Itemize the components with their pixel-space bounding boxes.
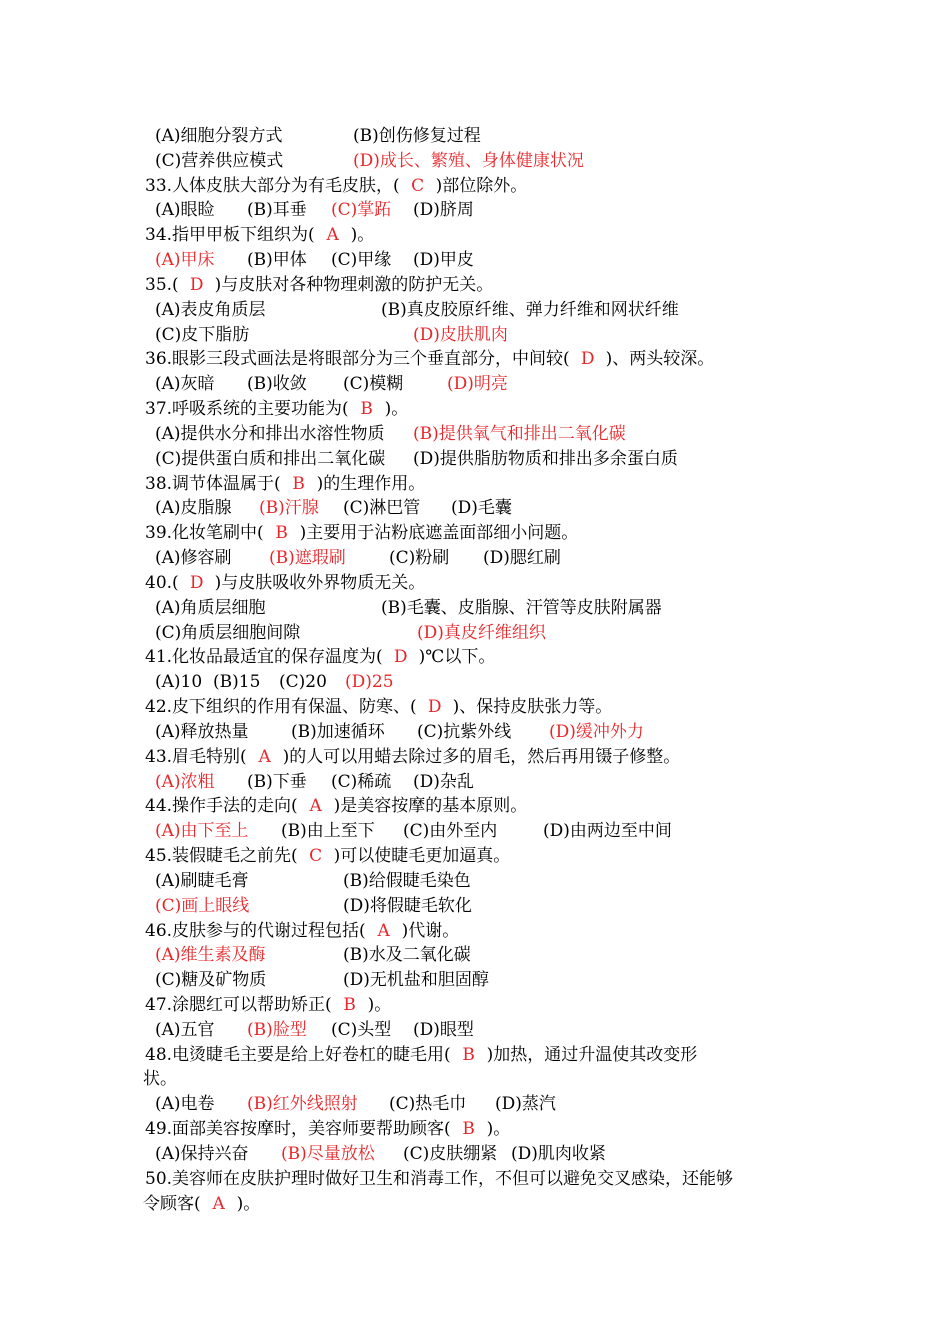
option: (D)由两边至中间 — [543, 821, 672, 842]
options-line — [143, 198, 823, 223]
options-line — [143, 496, 823, 521]
option: (D)杂乱 — [413, 771, 474, 792]
question-line — [143, 521, 823, 546]
question-text: )主要用于沾粉底遮盖面部细小问题。 — [299, 523, 579, 544]
question-text: )、两头较深。 — [605, 349, 715, 370]
question-text: 令顾客( — [143, 1193, 201, 1214]
option-correct: (D)成长、繁殖、身体健康状况 — [353, 150, 584, 171]
options-line — [143, 372, 823, 397]
options-line — [143, 894, 823, 919]
question-text: 40.( — [145, 572, 179, 593]
question-line — [143, 919, 823, 944]
option: (C)皮下脂肪 — [155, 324, 250, 345]
option: (D)将假睫毛软化 — [343, 895, 472, 916]
question-text: )。 — [384, 399, 409, 420]
question-text: 38.调节体温属于( — [145, 473, 281, 494]
option: (B)甲体 — [247, 250, 307, 271]
question-line — [143, 273, 823, 298]
options-line — [143, 1018, 823, 1043]
question-continuation — [143, 1192, 823, 1217]
option: (C)头型 — [331, 1019, 392, 1040]
options-line — [143, 968, 823, 993]
question-text: 35.( — [145, 274, 179, 295]
question-text: 46.皮肤参与的代谢过程包括( — [145, 920, 366, 941]
options-line — [143, 323, 823, 348]
option: (B)下垂 — [247, 771, 307, 792]
question-text: 39.化妆笔刷中( — [145, 523, 264, 544]
question-text: 42.皮下组织的作用有保温、防寒、( — [145, 697, 417, 718]
option: (C)皮肤绷紧 — [403, 1143, 498, 1164]
option: (A)皮脂腺 — [155, 498, 232, 519]
option: (A)保持兴奋 — [155, 1143, 249, 1164]
option: (B)由上至下 — [281, 821, 375, 842]
option: (B)耳垂 — [247, 200, 307, 221]
option-correct: (B)红外线照射 — [247, 1094, 358, 1115]
option: (A)表皮角质层 — [155, 299, 266, 320]
question-text: )与皮肤吸收外界物质无关。 — [214, 572, 426, 593]
options-line — [143, 621, 823, 646]
option-correct: (D)25 — [345, 672, 394, 693]
question-line — [143, 174, 823, 199]
question-line — [143, 472, 823, 497]
option: (B)给假睫毛染色 — [343, 870, 471, 891]
options-line — [143, 546, 823, 571]
options-line — [143, 720, 823, 745]
question-text: 43.眉毛特别( — [145, 746, 247, 767]
question-text: 47.涂腮红可以帮助矫正( — [145, 994, 332, 1015]
option: (A)10 — [155, 672, 203, 693]
question-text: 37.呼吸系统的主要功能为( — [145, 399, 349, 420]
options-line — [143, 248, 823, 273]
question-text: )可以使睫毛更加逼真。 — [333, 846, 511, 867]
option-correct: (B)提供氧气和排出二氧化碳 — [413, 423, 626, 444]
question-text: )是美容按摩的基本原则。 — [333, 796, 528, 817]
answer-letter: A — [258, 746, 271, 767]
answer-letter: B — [360, 399, 373, 420]
question-text: )。 — [350, 225, 375, 246]
options-line — [143, 124, 823, 149]
option: (B)创伤修复过程 — [353, 126, 481, 146]
question-text: 36.眼影三段式画法是将眼部分为三个垂直部分，中间较( — [145, 349, 570, 370]
option: (A)刷睫毛膏 — [155, 870, 249, 891]
option: (B)真皮胶原纤维、弹力纤维和网状纤维 — [381, 299, 679, 320]
option-correct: (C)画上眼线 — [155, 895, 250, 916]
option: (B)毛囊、皮脂腺、汗管等皮肤附属器 — [381, 597, 662, 618]
question-line — [143, 1043, 823, 1068]
question-text: )的生理作用。 — [316, 473, 426, 494]
answer-letter: A — [309, 796, 322, 817]
option-correct: (C)掌跖 — [331, 200, 392, 221]
option: (D)腮红刷 — [483, 548, 561, 569]
option: (A)电卷 — [155, 1094, 215, 1115]
question-text: 45.装假睫毛之前先( — [145, 846, 298, 867]
answer-letter: D — [427, 697, 442, 718]
option: (A)提供水分和排出水溶性物质 — [155, 423, 385, 444]
question-line — [143, 1167, 823, 1192]
option: (A)细胞分裂方式 — [155, 126, 283, 146]
option: (B)收敛 — [247, 374, 307, 395]
question-line — [143, 645, 823, 670]
question-line — [143, 397, 823, 422]
question-text: 44.操作手法的走向( — [145, 796, 298, 817]
question-text: 49.面部美容按摩时，美容师要帮助顾客( — [145, 1119, 451, 1140]
option: (D)无机盐和胆固醇 — [343, 970, 489, 991]
options-line — [143, 298, 823, 323]
answer-letter: B — [275, 523, 288, 544]
question-list — [143, 124, 823, 1216]
question-text: )加热，通过升温使其改变形 — [486, 1044, 698, 1065]
option: (A)眼睑 — [155, 200, 215, 221]
question-text: 48.电烫睫毛主要是给上好卷杠的睫毛用( — [145, 1044, 451, 1065]
answer-letter: B — [462, 1044, 475, 1065]
question-line — [143, 794, 823, 819]
option: (C)糖及矿物质 — [155, 970, 267, 991]
option-correct: (A)甲床 — [155, 250, 215, 271]
answer-letter: D — [189, 572, 204, 593]
question-line — [143, 347, 823, 372]
option: (A)角质层细胞 — [155, 597, 266, 618]
question-text: )代谢。 — [401, 920, 460, 941]
option: (C)粉刷 — [389, 548, 450, 569]
question-text: 33.人体皮肤大部分为有毛皮肤，( — [145, 175, 400, 196]
answer-letter: D — [189, 274, 204, 295]
question-text: 41.化妆品最适宜的保存温度为( — [145, 647, 383, 668]
option: (D)眼型 — [413, 1019, 474, 1040]
question-line — [143, 571, 823, 596]
option-correct: (B)脸型 — [247, 1019, 307, 1040]
options-line — [143, 1142, 823, 1167]
options-line — [143, 943, 823, 968]
options-line — [143, 422, 823, 447]
question-line — [143, 1117, 823, 1142]
option-correct: (D)缓冲外力 — [549, 721, 644, 742]
option-correct: (B)尽量放松 — [281, 1143, 375, 1164]
question-text: )与皮肤对各种物理刺激的防护无关。 — [214, 274, 494, 295]
answer-letter: C — [309, 846, 323, 867]
answer-letter: D — [393, 647, 408, 668]
option-correct: (B)汗腺 — [259, 498, 319, 519]
question-line — [143, 223, 823, 248]
option: (C)模糊 — [343, 374, 404, 395]
option: (C)角质层细胞间隙 — [155, 622, 301, 643]
option: (C)抗紫外线 — [417, 721, 512, 742]
option: (C)提供蛋白质和排出二氧化碳 — [155, 448, 386, 469]
option-correct: (A)维生素及酶 — [155, 945, 266, 966]
question-text: )。 — [486, 1119, 511, 1140]
answer-letter: A — [326, 225, 339, 246]
question-text: )的人可以用蜡去除过多的眉毛，然后再用镊子修整。 — [282, 746, 681, 767]
option: (D)蒸汽 — [495, 1094, 556, 1115]
option: (C)营养供应模式 — [155, 150, 284, 171]
options-line — [143, 149, 823, 174]
options-line — [143, 596, 823, 621]
option: (D)甲皮 — [413, 250, 474, 271]
question-text: 34.指甲甲板下组织为( — [145, 225, 315, 246]
question-text: )部位除外。 — [435, 175, 528, 196]
option-correct: (D)真皮纤维组织 — [417, 622, 546, 643]
option: (B)15 — [213, 672, 261, 693]
option: (B)加速循环 — [291, 721, 385, 742]
question-line — [143, 993, 823, 1018]
option: (C)由外至内 — [403, 821, 498, 842]
options-line — [143, 869, 823, 894]
options-line — [143, 1092, 823, 1117]
option-correct: (D)皮肤肌肉 — [413, 324, 508, 345]
question-text: 状。 — [143, 1069, 177, 1090]
option: (C)热毛巾 — [389, 1094, 467, 1115]
question-text: )。 — [367, 994, 392, 1015]
option: (C)淋巴管 — [343, 498, 421, 519]
answer-letter: C — [411, 175, 425, 196]
question-text: 50.美容师在皮肤护理时做好卫生和消毒工作，不但可以避免交叉感染，还能够 — [145, 1168, 734, 1189]
question-line — [143, 844, 823, 869]
option: (C)20 — [279, 672, 327, 693]
option-correct: (B)遮瑕刷 — [269, 548, 346, 569]
option: (A)灰暗 — [155, 374, 215, 395]
option-correct: (D)明亮 — [447, 374, 508, 395]
question-line — [143, 745, 823, 770]
question-text: )℃以下。 — [418, 647, 496, 668]
answer-letter: B — [292, 473, 305, 494]
option: (A)修容刷 — [155, 548, 232, 569]
option: (C)甲缘 — [331, 250, 392, 271]
option-correct: (A)由下至上 — [155, 821, 249, 842]
options-line — [143, 770, 823, 795]
option: (B)水及二氧化碳 — [343, 945, 471, 966]
answer-letter: B — [462, 1119, 475, 1140]
answer-letter: A — [377, 920, 390, 941]
option: (C)稀疏 — [331, 771, 392, 792]
option: (D)提供脂肪物质和排出多余蛋白质 — [413, 448, 678, 469]
question-continuation — [143, 1067, 823, 1092]
option-correct: (A)浓粗 — [155, 771, 215, 792]
question-line — [143, 695, 823, 720]
options-line — [143, 819, 823, 844]
option: (D)毛囊 — [451, 498, 512, 519]
options-line — [143, 447, 823, 472]
option: (D)脐周 — [413, 200, 474, 221]
option: (D)肌肉收紧 — [511, 1143, 606, 1164]
answer-letter: A — [212, 1193, 225, 1214]
option: (A)五官 — [155, 1019, 215, 1040]
options-line — [143, 670, 823, 695]
question-text: )。 — [236, 1193, 261, 1214]
answer-letter: B — [343, 994, 356, 1015]
question-text: )、保持皮肤张力等。 — [452, 697, 613, 718]
answer-letter: D — [580, 349, 595, 370]
option: (A)释放热量 — [155, 721, 249, 742]
